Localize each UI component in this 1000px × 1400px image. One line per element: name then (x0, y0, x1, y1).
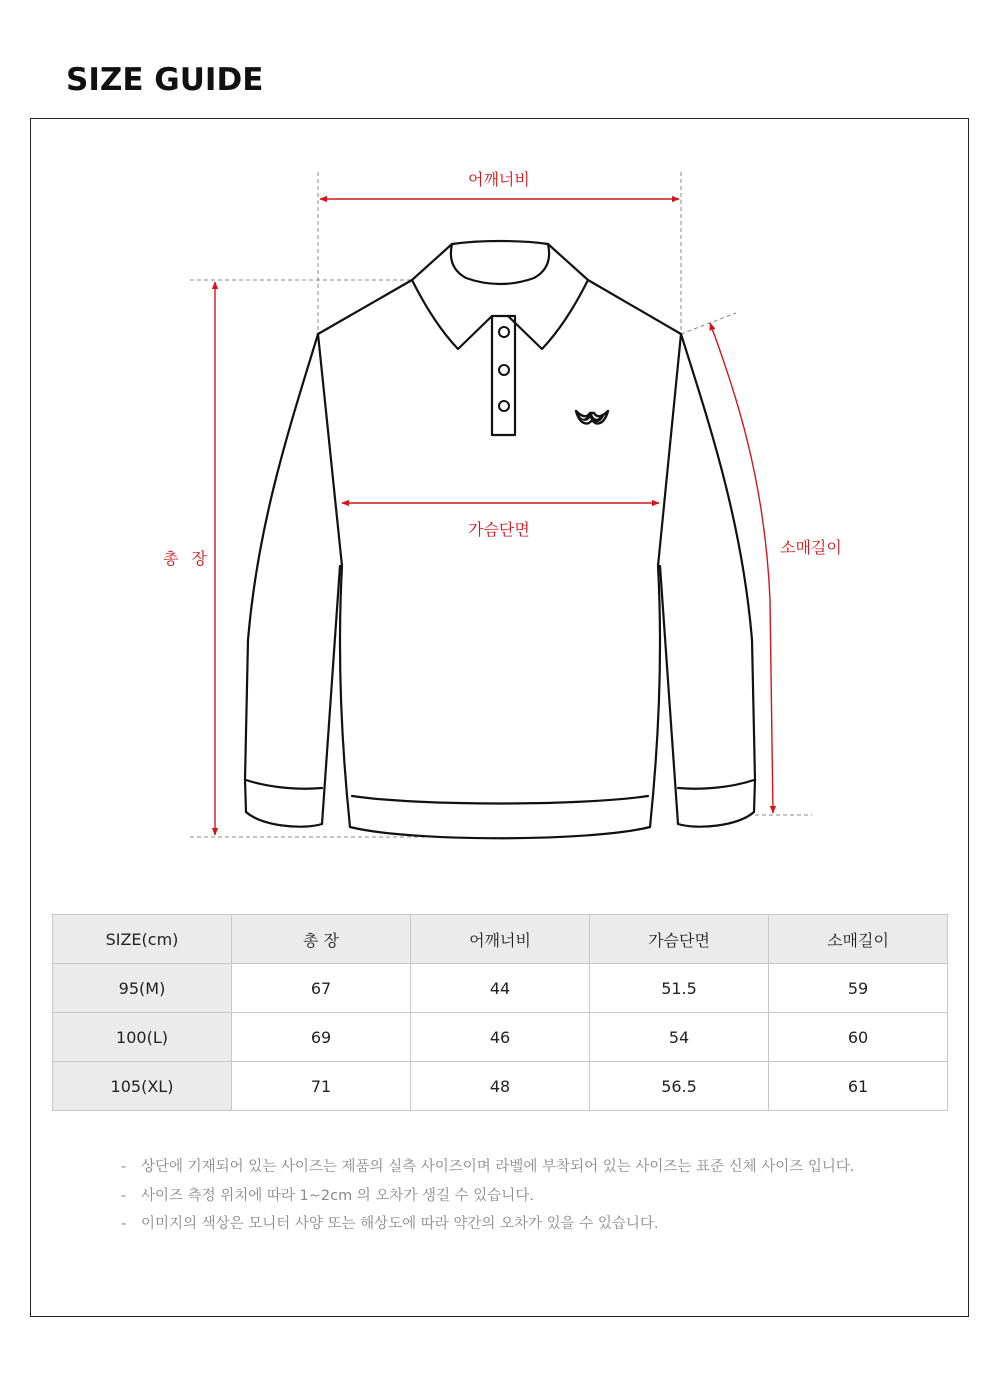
note-text: 상단에 기재되어 있는 사이즈는 제품의 실측 사이즈이며 라벨에 부착되어 있는 사이즈는 표준 신체 사이즈 입니다. (141, 1159, 855, 1175)
page-title: SIZE GUIDE (66, 62, 264, 98)
collar-left-point (412, 280, 492, 349)
sleeve-cell: 60 (769, 1013, 948, 1062)
length-cell: 67 (232, 964, 411, 1013)
right-cuff-line (678, 780, 754, 789)
chest-label: 가슴단면 (468, 520, 530, 539)
note-item (121, 1182, 854, 1211)
chest-cell: 54 (590, 1013, 769, 1062)
note-bullet: - (121, 1159, 127, 1175)
measurement-arrows (215, 199, 773, 835)
size-cell: 105(XL) (53, 1062, 232, 1111)
body-left-side (318, 334, 350, 827)
sleeve-cell: 59 (769, 964, 948, 1013)
note-bullet: - (121, 1187, 127, 1204)
header-size: SIZE(cm) (53, 915, 232, 964)
note-item (121, 1153, 854, 1182)
note-text: 이미지의 색상은 모니터 사양 또는 해상도에 따라 약간의 오차가 있을 수 있습니다. (141, 1216, 659, 1232)
left-shoulder (318, 280, 412, 334)
size-cell: 100(L) (53, 1013, 232, 1062)
hem-rib-line (352, 796, 648, 804)
size-table (52, 914, 948, 1111)
header-length: 총 장 (232, 915, 411, 964)
placket-buttons (499, 327, 509, 411)
guide-sleeve-top (681, 313, 736, 334)
table-row (53, 1013, 948, 1062)
header-chest: 가슴단면 (590, 915, 769, 964)
length-cell: 69 (232, 1013, 411, 1062)
brand-logo-icon (576, 411, 608, 423)
shoulder-label: 어깨너비 (468, 170, 530, 189)
body-right-side (650, 334, 681, 827)
shoulder-cell: 48 (411, 1062, 590, 1111)
length-label: 총 장 (163, 549, 211, 568)
note-text: 사이즈 측정 위치에 따라 1~2cm 의 오차가 생길 수 있습니다. (141, 1187, 534, 1204)
collar-inner (451, 244, 549, 284)
right-shoulder (588, 280, 681, 334)
chest-cell: 56.5 (590, 1062, 769, 1111)
size-notes (121, 1153, 854, 1239)
table-row (53, 964, 948, 1013)
shoulder-cell: 44 (411, 964, 590, 1013)
guide-lines (190, 172, 812, 837)
collar-right-point (508, 280, 588, 349)
chest-cell: 51.5 (590, 964, 769, 1013)
button (499, 365, 509, 375)
sleeve-label: 소매길이 (780, 538, 842, 557)
collar-back (412, 241, 588, 280)
header-sleeve: 소매길이 (769, 915, 948, 964)
note-bullet: - (121, 1216, 127, 1232)
table-row (53, 1062, 948, 1111)
header-shoulder: 어깨너비 (411, 915, 590, 964)
note-item (121, 1210, 854, 1239)
sleeve-cell: 61 (769, 1062, 948, 1111)
sleeve-arrow (710, 323, 773, 813)
table-header-row (53, 915, 948, 964)
button (499, 401, 509, 411)
button (499, 327, 509, 337)
shoulder-cell: 46 (411, 1013, 590, 1062)
size-cell: 95(M) (53, 964, 232, 1013)
length-cell: 71 (232, 1062, 411, 1111)
left-cuff-line (246, 780, 322, 789)
